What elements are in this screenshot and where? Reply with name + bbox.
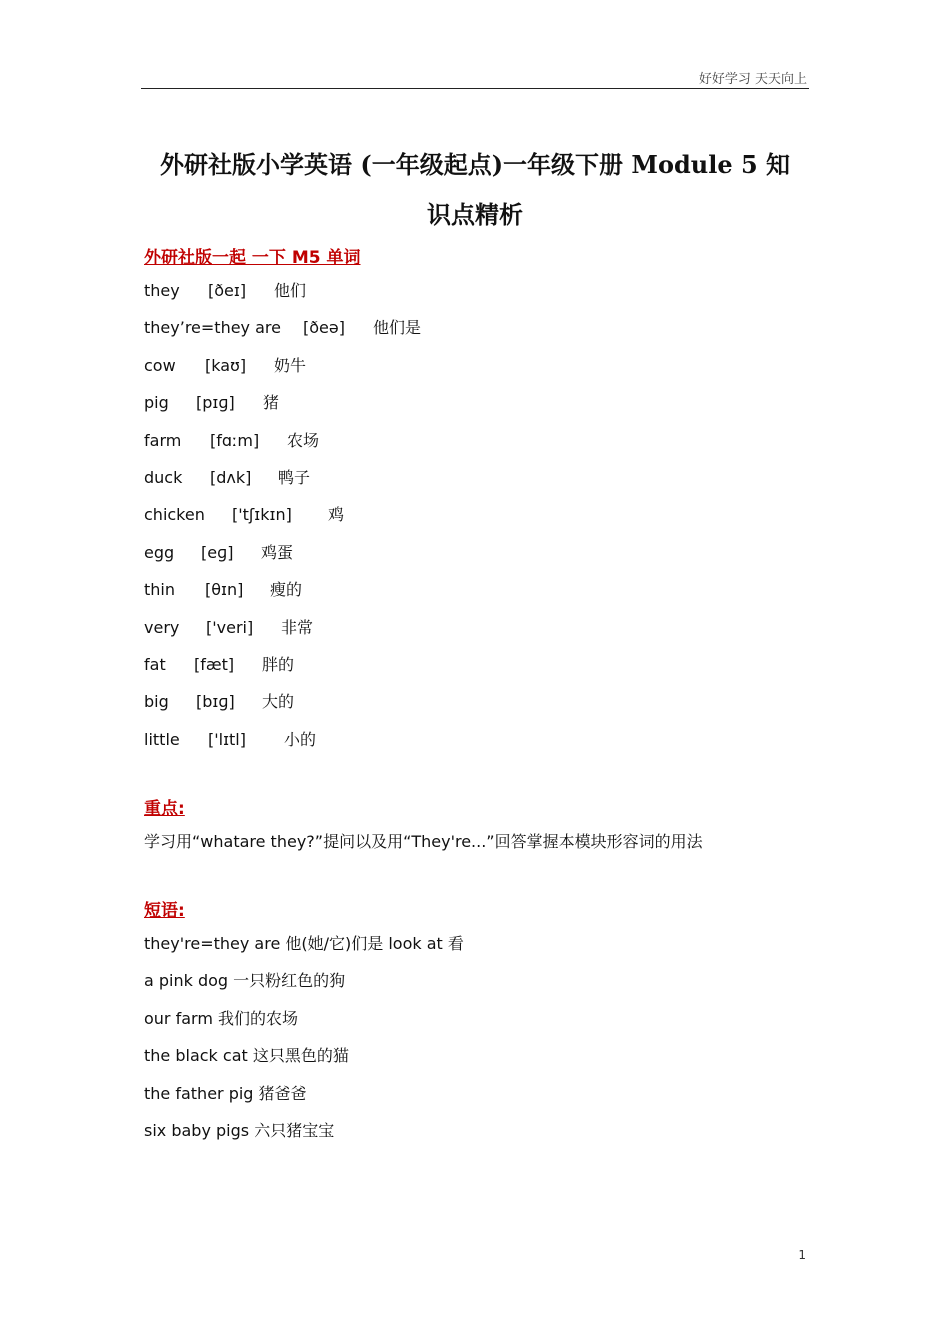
word-phonetic: ['veri]: [206, 617, 254, 637]
header-motto: 好好学习 天天向上: [698, 72, 807, 87]
key-points-heading: 重点:: [144, 799, 185, 820]
word-english: they: [144, 281, 180, 300]
word-row: [144, 422, 809, 459]
word-english: they’re=they are: [144, 318, 281, 338]
word-row: [144, 272, 809, 309]
word-row: [144, 646, 809, 683]
word-meaning: 小的: [284, 729, 317, 749]
phrases-heading: 短语:: [144, 901, 185, 922]
word-english: very: [144, 617, 180, 637]
word-row: [144, 609, 809, 646]
word-row: [144, 571, 809, 608]
document-body: [144, 244, 809, 1149]
word-english: big: [144, 692, 169, 712]
word-list: [144, 272, 809, 758]
word-english: chicken: [144, 505, 205, 525]
page-header: [141, 60, 809, 89]
word-english: pig: [144, 393, 169, 413]
word-phonetic: [eɡ]: [201, 542, 234, 562]
phrase-row: they're=they are 他(她/它)们是 look at 看: [144, 934, 464, 954]
word-row: [144, 384, 809, 421]
word-meaning: 猪: [263, 393, 280, 413]
word-phonetic: [fæt]: [194, 654, 235, 674]
word-phonetic: [ðeə]: [303, 318, 345, 338]
phrase-row: six baby pigs 六只猪宝宝: [144, 1121, 335, 1141]
word-phonetic: ['lɪtl]: [208, 729, 246, 749]
word-meaning: 鸡蛋: [261, 542, 294, 562]
phrase-row: our farm 我们的农场: [144, 1008, 299, 1028]
word-phonetic: [ðeɪ]: [208, 281, 247, 300]
word-meaning: 他们: [274, 281, 307, 300]
title-line-2: 识点精析: [427, 200, 523, 229]
word-phonetic: ['tʃɪkɪn]: [232, 505, 292, 525]
phrase-row: the black cat 这只黑色的猫: [144, 1046, 349, 1066]
phrase-list: [144, 925, 809, 1149]
words-heading: 外研社版一起 一下 M5 单词: [144, 248, 361, 268]
document-title: [141, 140, 809, 240]
word-meaning: 鸭子: [278, 467, 311, 487]
word-meaning: 奶牛: [274, 355, 307, 375]
word-english: fat: [144, 654, 166, 674]
word-row: [144, 534, 809, 571]
word-row: [144, 347, 809, 384]
key-points-text: 学习用“whatare they?”提问以及用“They're...”回答掌握本模块形容词的用法: [144, 832, 703, 852]
word-meaning: 大的: [262, 692, 295, 712]
word-english: farm: [144, 430, 182, 450]
word-meaning: 他们是: [373, 318, 422, 338]
word-english: duck: [144, 467, 183, 487]
word-meaning: 农场: [287, 430, 320, 450]
word-row: [144, 496, 809, 533]
word-phonetic: [dʌk]: [210, 467, 252, 487]
word-row: [144, 683, 809, 720]
word-meaning: 胖的: [262, 654, 295, 674]
phrase-row: a pink dog 一只粉红色的狗: [144, 971, 346, 991]
word-phonetic: [bɪɡ]: [196, 692, 235, 712]
word-meaning: 非常: [281, 617, 314, 637]
word-phonetic: [fɑːm]: [210, 430, 260, 450]
word-meaning: 鸡: [328, 505, 345, 525]
word-english: thin: [144, 580, 175, 600]
word-phonetic: [θɪn]: [205, 580, 244, 600]
title-line-1: 外研社版小学英语 (一年级起点)一年级下册 Module 5 知: [159, 150, 791, 179]
word-row: [144, 309, 809, 346]
word-english: little: [144, 729, 180, 749]
word-phonetic: [pɪɡ]: [196, 393, 235, 413]
word-phonetic: [kaʊ]: [205, 355, 247, 375]
word-row: [144, 721, 809, 758]
word-english: egg: [144, 542, 175, 562]
page-number: 1: [798, 1248, 806, 1262]
phrase-row: the father pig 猪爸爸: [144, 1083, 307, 1103]
word-english: cow: [144, 355, 176, 375]
word-row: [144, 459, 809, 496]
word-meaning: 瘦的: [270, 580, 303, 600]
